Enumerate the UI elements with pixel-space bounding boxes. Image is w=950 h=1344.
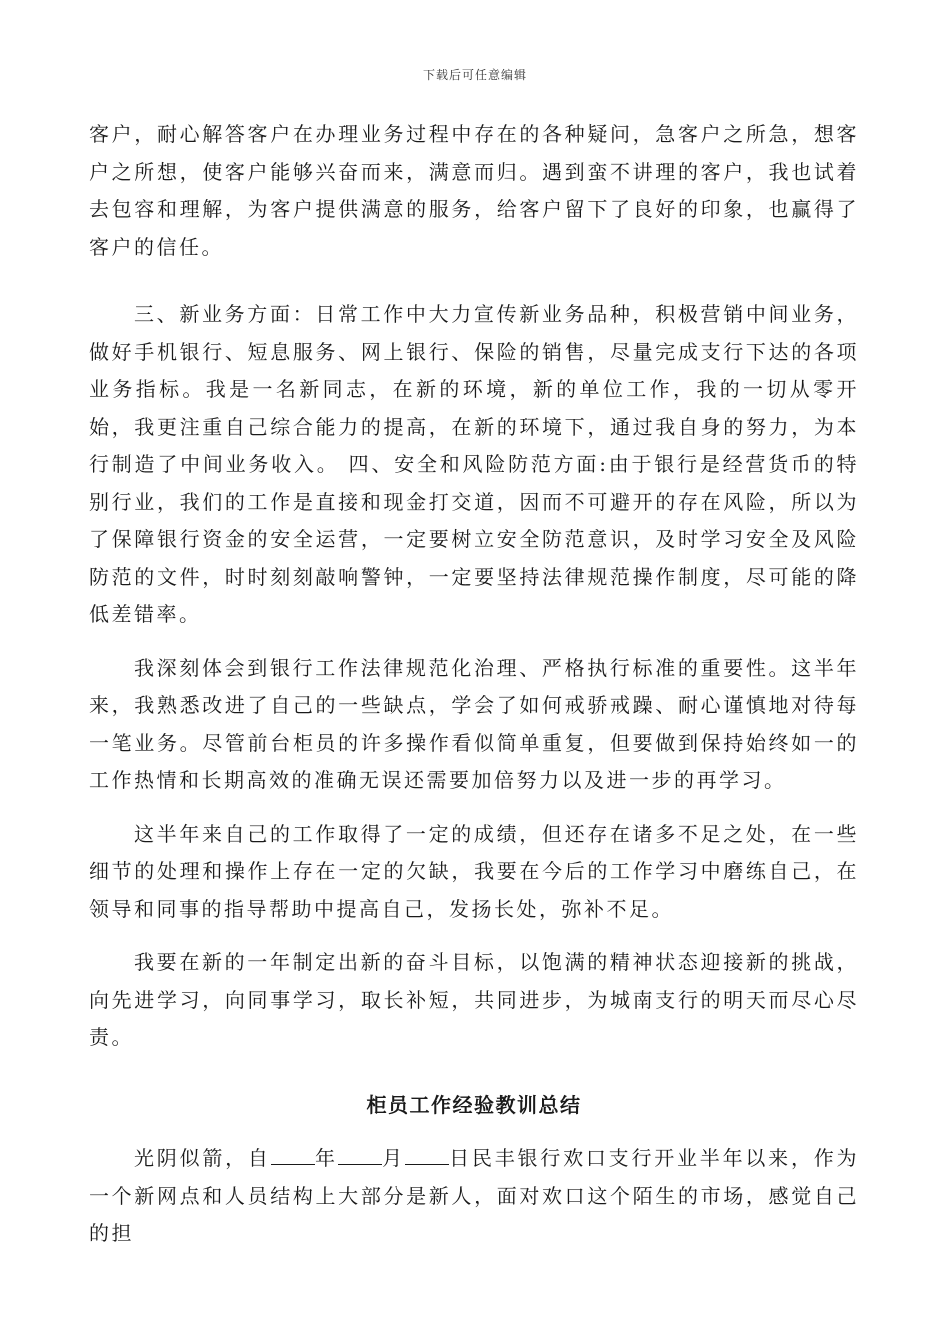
paragraph-goals: 我要在新的一年制定出新的奋斗目标，以饱满的精神状态迎接新的挑战，向先进学习，向同事学习，取长补短，共同进步，为城南支行的明天而尽心尽责。 xyxy=(89,950,859,1049)
opening-lead: 光阴似箭，自 xyxy=(134,1146,271,1170)
paragraph-new-business: 三、新业务方面：日常工作中大力宣传新业务品种，积极营销中间业务，做好手机银行、短息服务、网上银行、保险的销售，尽量完成支行下达的各项业务指标。我是一名新同志，在新的环境，新的单位工作，我的一切从零开始，我更注重自己综合能力的提高，在新的环境下，通过我自身的努力，为本行制造了中间业务收入。 四、安全和风险防范方面:由于银行是经营货币的特别行业，我们的工作是直接和现金打交道，因而不可避开的存在风险，所以为了保障银行资金的安全运营，一定要树立安全防范意识，及时学习安全及风险防范的文件，时时刻刻敲响警钟，一定要坚持法律规范操作制度，尽可能的降低差错率。 xyxy=(89,302,859,626)
blank-month xyxy=(338,1146,382,1165)
paragraph-opening xyxy=(89,1140,859,1253)
paragraph-gap xyxy=(89,800,859,816)
document-body xyxy=(89,116,859,1253)
paragraph-gap xyxy=(89,1057,859,1087)
section-title: 柜员工作经验教训总结 xyxy=(366,1092,582,1117)
opening-month-label: 月 xyxy=(381,1146,405,1170)
blank-day xyxy=(405,1146,449,1165)
paragraph-gap xyxy=(89,266,859,296)
paragraph-customer-service: 客户，耐心解答客户在办理业务过程中存在的各种疑问，急客户之所急，想客户之所想，使客户能够兴奋而来，满意而归。遇到蛮不讲理的客户，我也试着去包容和理解，为客户提供满意的服务，给客户留下了良好的印象，也赢得了客户的信任。 xyxy=(89,122,859,259)
paragraph-gap xyxy=(89,1124,859,1140)
paragraph-gap xyxy=(89,634,859,650)
paragraph-shortcomings: 这半年来自己的工作取得了一定的成绩，但还存在诸多不足之处，在一些细节的处理和操作上存在一定的欠缺，我要在今后的工作学习中磨练自己，在领导和同事的指导帮助中提高自己，发扬长处，弥补不足。 xyxy=(89,821,859,921)
blank-year xyxy=(271,1146,315,1165)
paragraph-reflection: 我深刻体会到银行工作法律规范化治理、严格执行标准的重要性。这半年来，我熟悉改进了自己的一些缺点，学会了如何戒骄戒躁、耐心谨慎地对待每一笔业务。尽管前台柜员的许多操作看似简单重复，但要做到保持始终如一的工作热情和长期高效的准确无误还需要加倍努力以及进一步的再学习。 xyxy=(89,655,859,792)
paragraph-gap xyxy=(89,928,859,944)
opening-rest: 日民丰银行欢口支行开业半年以来，作为一个新网点和人员结构上大部分是新人，面对欢口这个陌生的市场，感觉自己的担 xyxy=(89,1146,860,1245)
opening-year-label: 年 xyxy=(314,1146,338,1170)
header-note: 下载后可任意编辑 xyxy=(422,68,527,82)
